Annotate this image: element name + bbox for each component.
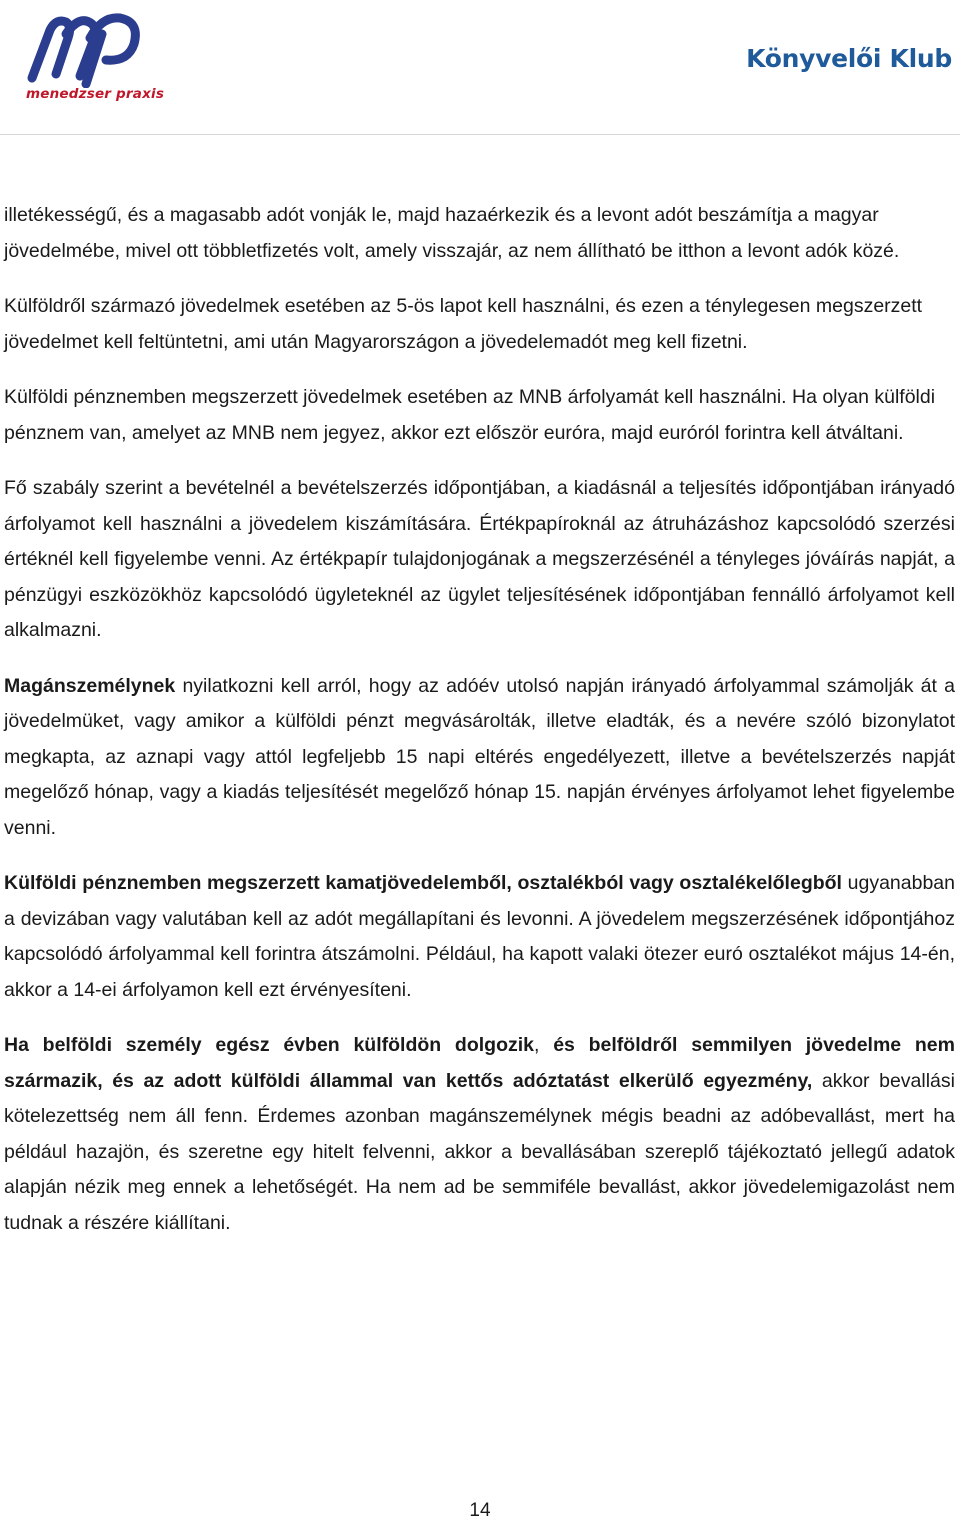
paragraph-6 <box>4 866 955 1008</box>
paragraph-5 <box>4 669 955 847</box>
menedzser-praxis-logo <box>22 4 165 110</box>
paragraph-4 <box>4 471 955 649</box>
paragraph-bold-lead: Ha belföldi személy egész évben külföldön dolgozik <box>4 1034 535 1056</box>
page-header <box>0 0 960 140</box>
paragraph-text: illetékességű, és a magasabb adót vonják le, majd hazaérkezik és a levont adót beszámítja a magyar jövedelmébe, mivel ott többletfizetés volt, amely visszajár, az nem állítható be itthon a levont adók közé. <box>4 204 900 262</box>
paragraph-bold-lead: Külföldi pénznemben megszerzett kamatjövedelemből, osztalékból vagy osztalékelőlegből <box>4 872 842 894</box>
paragraph-2 <box>4 289 955 360</box>
document-body <box>4 198 955 1261</box>
paragraph-1 <box>4 198 955 269</box>
page-number: 14 <box>469 1500 491 1521</box>
paragraph-7 <box>4 1028 955 1241</box>
paragraph-text: ugyanabban a devizában vagy valutában kell az adót megállapítani és levonni. A jövedelem megszerzésének időpontjához kapcsolódó árfolyammal kell forintra átszámolni. Például, ha kapott valaki ötezer euró osztalékot május 14-én, akkor a 14-ei árfolyamon kell ezt érvényesíteni. <box>4 872 955 1001</box>
header-divider <box>0 134 960 135</box>
paragraph-bold-lead: Magánszemélynek <box>4 674 176 697</box>
paragraph-separator: , <box>534 1034 554 1056</box>
paragraph-text: Külföldről származó jövedelmek esetében az 5-ös lapot kell használni, és ezen a ténylegesen megszerzett jövedelmet kell feltüntetni, ami után Magyarországon a jövedelemadót meg kell fizetni. <box>4 295 923 353</box>
paragraph-text: Fő szabály szerint a bevételnél a bevételszerzés időpontjában, a kiadásnál a teljesítés időpontjában irányadó árfolyamot kell használni a jövedelem kiszámítására. Értékpapíroknál az átruházáshoz kapcsolódó szerzési értéknél kell figyelembe venni. Az értékpapír tulajdonjogának a megszerzésénél a tényleges jóváírás napját, a pénzügyi eszközökhöz kapcsolódó ügyleteknél az ügylet teljesítésének időpontjában fennálló árfolyamot kell alkalmazni. <box>4 477 955 641</box>
paragraph-text: Külföldi pénznemben megszerzett jövedelmek esetében az MNB árfolyamát kell használni. Ha olyan külföldi pénznem van, amelyet az MNB nem jegyez, akkor ezt először euróra, majd euróról forintra kell átváltani. <box>4 386 936 444</box>
logo-text: menedzser praxis <box>26 86 165 102</box>
mp-logo-icon <box>22 4 152 88</box>
paragraph-text: nyilatkozni kell arról, hogy az adóév utolsó napján irányadó árfolyammal számolják át a jövedelmüket, vagy amikor a külföldi pénzt megvásárolták, illetve eladták, és a nevére szóló bizonylatot megkapta, az aznapi vagy attól legfeljebb 15 napi eltérés engedélyezett, illetve a bevételszerzés napját megelőző hónap, vagy a kiadás teljesítését megelőző hónap 15. napján érvényes árfolyamot lehet figyelembe venni. <box>4 674 955 839</box>
paragraph-bold-continuation: és belföldről semmilyen jövedelme nem származik, és az adott külföldi állammal van kettős adóztatást elkerülő egyezmény, <box>4 1034 955 1092</box>
club-title: Könyvelői Klub <box>746 44 952 73</box>
paragraph-3 <box>4 380 955 451</box>
paragraph-text: akkor bevallási kötelezettség nem áll fenn. Érdemes azonban magánszemélynek mégis beadni az adóbevallást, mert ha például hazajön, és szeretne egy hitelt felvenni, akkor a bevallásában szereplő tájékoztató jellegű adatok alapján nézik meg ennek a lehetőségét. Ha nem ad be semmiféle bevallást, akkor jövedelemigazolást nem tudnak a részére kiállítani. <box>4 1069 955 1234</box>
